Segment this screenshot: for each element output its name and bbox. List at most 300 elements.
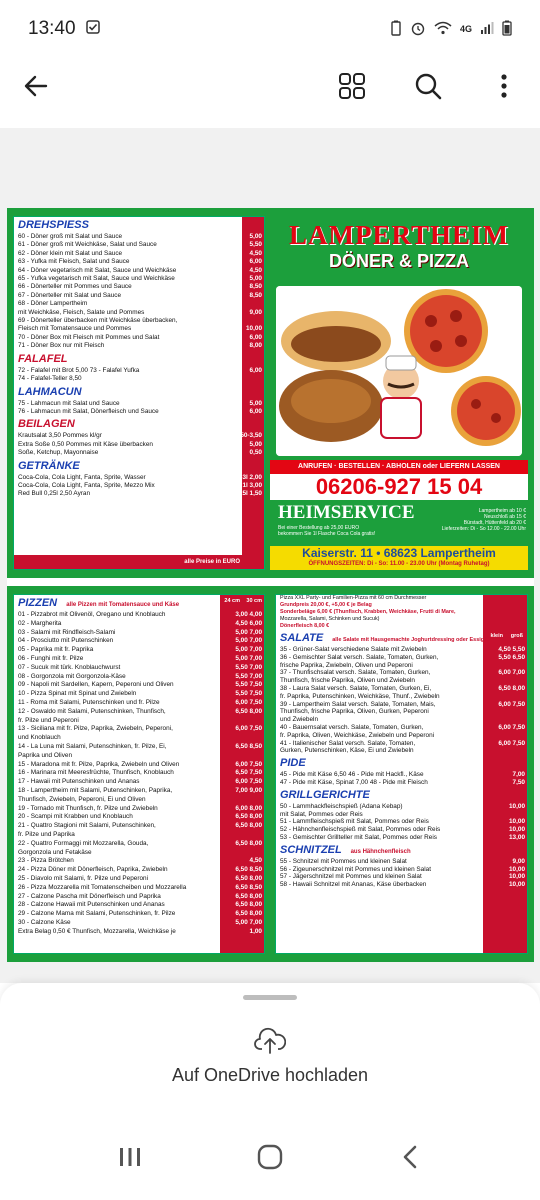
menu-item-price: 6,50 8,00 bbox=[235, 707, 262, 715]
menu-item-price: 6,50 7,50 bbox=[235, 769, 262, 777]
menu-item-price: 6,50 8,50 bbox=[235, 866, 262, 874]
menu-item-text: 17 - Hawaii mit Putenschinken und Ananas bbox=[18, 778, 140, 786]
menu-item bbox=[14, 699, 264, 708]
menu-item-price: 4,50 5,50 bbox=[498, 646, 525, 653]
section-note: alle Salate mit Hausgemachte Joghurtdressing oder Essig-Öl bbox=[332, 637, 492, 643]
menu-item bbox=[14, 300, 264, 308]
menu-item bbox=[14, 611, 264, 620]
menu-item bbox=[14, 283, 264, 291]
menu-item-text: 50 - Lammhackfleischspieß (Adana Kebap) bbox=[280, 802, 403, 810]
menu-item bbox=[276, 708, 527, 716]
menu-item-text: 22 - Quattro Formaggi mit Mozzarella, Gouda, bbox=[18, 839, 149, 847]
menu-item bbox=[14, 752, 264, 761]
menu-item bbox=[276, 646, 527, 654]
menu-item-text: 02 - Margherita bbox=[18, 619, 62, 627]
recents-icon[interactable] bbox=[110, 1137, 150, 1177]
menu-item bbox=[14, 831, 264, 840]
menu-item bbox=[14, 875, 264, 884]
menu-item bbox=[276, 654, 527, 662]
menu-item-text: 70 - Döner Box mit Fleisch mit Pommes und Salat bbox=[18, 333, 160, 341]
menu-item bbox=[14, 250, 264, 258]
menu-column-doener bbox=[13, 216, 265, 570]
menu-item bbox=[14, 761, 264, 770]
menu-item-text: 51 - Lammfleischspieß mit Salat, Pommes oder Reis bbox=[280, 818, 429, 826]
order-strip: ANRUFEN · BESTELLEN · ABHOLEN oder LIEFERN LASSEN bbox=[270, 460, 528, 474]
menu-item-text: Red Bull 0,25l 2,50 Ayran bbox=[18, 490, 91, 498]
menu-item bbox=[14, 840, 264, 849]
menu-item bbox=[14, 637, 264, 646]
section-title: PIZZEN bbox=[18, 597, 58, 609]
menu-item-price: 6,00 bbox=[249, 333, 262, 341]
menu-item bbox=[14, 673, 264, 682]
menu-item bbox=[14, 769, 264, 778]
menu-item bbox=[14, 734, 264, 743]
menu-item bbox=[276, 732, 527, 740]
menu-item-price: 6,00 7,50 bbox=[498, 723, 525, 731]
menu-item-text: Krautsalat 3,50 Pommes kl/gr bbox=[18, 432, 102, 440]
menu-item-text: 61 - Döner groß mit Weichkäse, Salat und Sauce bbox=[18, 241, 157, 249]
menu-item-text: und Knoblauch bbox=[18, 734, 61, 742]
system-nav-bar bbox=[0, 1113, 540, 1200]
menu-item-price: 6,00 bbox=[249, 407, 262, 415]
menu-item-price: 2,50-3,50 bbox=[234, 432, 262, 440]
menu-item-price: 10,00 bbox=[509, 826, 525, 834]
menu-item-text: 12 - Oswaldo mit Salami, Putenschinken, Thunfisch, bbox=[18, 707, 166, 715]
salate-header bbox=[276, 630, 527, 646]
menu-item bbox=[276, 685, 527, 693]
section-note: alle Pizzen mit Tomatensauce und Käse bbox=[66, 602, 180, 608]
menu-item-text: 01 - Pizzabrot mit Olivenöl, Oregano und Knoblauch bbox=[18, 611, 166, 618]
menu-item-price: 6,50 8,00 bbox=[498, 684, 525, 692]
delivery-fee-1: Lampertheim ab 10 € bbox=[478, 508, 526, 514]
section-title: SALATE bbox=[280, 632, 324, 644]
menu-item-price: 6,00 7,00 bbox=[498, 669, 525, 677]
intro-line: Grundpreis 20,00 €, +5,00 € je Belag bbox=[280, 602, 372, 608]
food-illustration bbox=[276, 286, 522, 456]
brand-title: LAMPERTHEIM bbox=[288, 220, 510, 250]
menu-item bbox=[276, 677, 527, 685]
menu-item-text: Coca-Cola, Cola Light, Fanta, Sprite, Mezzo Mix bbox=[18, 481, 155, 489]
menu-item bbox=[14, 893, 264, 902]
menu-item bbox=[14, 375, 264, 383]
menu-item bbox=[14, 681, 264, 690]
menu-item-price: 6,50 8,00 bbox=[235, 874, 262, 882]
menu-item-text: 64 - Döner vegetarisch mit Salat, Sauce und Weichkäse bbox=[18, 266, 177, 274]
menu-item-text: Thunfisch, frische Paprika, Oliven und Zwiebeln bbox=[280, 677, 415, 685]
size-label-gross: groß bbox=[510, 633, 523, 639]
menu-item-price: 6,00 8,00 bbox=[235, 804, 262, 812]
menu-item-text: 76 - Lahmacun mit Salat, Dönerfleisch und Sauce bbox=[18, 407, 159, 415]
menu-item-text: 27 - Calzone Pascha mit Dönerfleisch und Paprika bbox=[18, 892, 161, 900]
menu-item bbox=[14, 267, 264, 275]
check-notification-icon bbox=[86, 20, 100, 39]
menu-item-text: 16 - Marinara mit Meeresfrüchte, Thunfisch, Knoblauch bbox=[18, 769, 174, 777]
section-title: SCHNITZEL bbox=[280, 843, 342, 856]
menu-item-text: 38 - Laura Salat versch. Salate, Tomaten, Gurken, Ei, bbox=[280, 684, 432, 692]
menu-item bbox=[14, 342, 264, 350]
menu-item bbox=[14, 805, 264, 814]
menu-item-price: 10,00 bbox=[246, 325, 262, 333]
menu-item bbox=[276, 693, 527, 701]
menu-item bbox=[14, 884, 264, 893]
menu-item bbox=[276, 811, 527, 819]
menu-item-price: 10,00 bbox=[509, 873, 525, 881]
promo-line-1: Bei einer Bestellung ab 25,00 EURO bbox=[278, 525, 360, 531]
menu-item-price: 6,50 8,00 bbox=[235, 901, 262, 909]
network-type: 4G bbox=[459, 24, 472, 34]
wifi-icon bbox=[434, 21, 452, 38]
menu-item-price: 8,00 bbox=[249, 342, 262, 350]
menu-item-price: 5,00 7,00 bbox=[235, 646, 262, 654]
menu-item-price: 1,00 bbox=[249, 927, 262, 935]
upload-onedrive-button[interactable]: Auf OneDrive hochladen bbox=[171, 1065, 369, 1085]
menu-item-price: 9,00 bbox=[512, 857, 525, 865]
delivery-times: Lieferzeiten: Di - So 12.00 - 22.00 Uhr bbox=[441, 526, 526, 532]
menu-item-text: 21 - Quattro Stagioni mit Salami, Putenschinken, bbox=[18, 822, 156, 830]
menu-item bbox=[14, 292, 264, 300]
menu-item-text: 19 - Tornado mit Thunfisch, fr. Pilze und Zwiebeln bbox=[18, 804, 158, 812]
menu-item-text: 47 - Pide mit Käse, Spinat 7,00 48 - Pide mit Fleisch bbox=[280, 778, 428, 786]
menu-item-price: 0,33l 2,00 bbox=[233, 473, 262, 481]
menu-item bbox=[14, 241, 264, 249]
menu-item bbox=[14, 725, 264, 734]
menu-item-text: 71 - Döner Box nur mit Fleisch bbox=[18, 342, 105, 350]
image-viewer[interactable] bbox=[0, 128, 540, 983]
menu-item bbox=[276, 740, 527, 748]
battery-saver-icon bbox=[390, 20, 402, 39]
delivery-fee-2: Neuschloß ab 15 € bbox=[484, 514, 526, 520]
menu-item-text: 03 - Salami mit Rindfleisch-Salami bbox=[18, 628, 116, 636]
share-bottom-sheet bbox=[0, 983, 540, 1113]
menu-item-price: 6,50 8,00 bbox=[235, 839, 262, 847]
sheet-drag-handle[interactable] bbox=[243, 995, 297, 1000]
menu-item bbox=[14, 849, 264, 858]
menu-item bbox=[276, 669, 527, 677]
menu-item-price: 8,50 bbox=[249, 283, 262, 291]
menu-item-text: Gurken, Putenschinken, Käse, Ei und Zwiebeln bbox=[280, 747, 414, 755]
menu-item bbox=[14, 317, 264, 325]
menu-item bbox=[14, 367, 264, 375]
menu-item-text: 10 - Pizza Spinat mit Spinat und Zwiebeln bbox=[18, 690, 137, 698]
menu-item-text: 25 - Diavolo mit Salami, fr. Pilze und Peperoni bbox=[18, 874, 149, 882]
menu-item-text: fr. Paprika, Oliven, Weichkäse, Zwiebeln und Peperoni bbox=[280, 731, 435, 739]
menu-item-price: 5,50 7,00 bbox=[235, 672, 262, 680]
menu-item-text: 29 - Calzone Mama mit Salami, Putenschinken, fr. Pilze bbox=[18, 910, 176, 918]
menu-item-text: Extra Belag 0,50 € Thunfisch, Mozzarella, Weichkäse je bbox=[18, 927, 176, 935]
heimservice-title: HEIMSERVICE bbox=[278, 502, 415, 523]
intro-line: Dönerfleisch 8,00 € bbox=[280, 623, 330, 629]
menu-item-price: 6,50 8,00 bbox=[235, 813, 262, 821]
menu-item-text: 60 - Döner groß mit Salat und Sauce bbox=[18, 233, 123, 240]
menu-item bbox=[276, 779, 527, 787]
menu-item-text: fr. Paprika, Putenschinken, Weichkäse, Thunf., Zwiebeln bbox=[280, 692, 440, 700]
menu-item bbox=[276, 858, 527, 866]
menu-item-text: 45 - Pide mit Käse 6,50 46 - Pide mit Hackfl., Käse bbox=[280, 771, 424, 779]
menu-item bbox=[276, 716, 527, 724]
menu-item-text: 40 - Bauernsalat versch. Salate, Tomaten, Gurken, bbox=[280, 723, 424, 731]
menu-item-text: 15 - Maradona mit fr. Pilze, Paprika, Zwiebeln und Oliven bbox=[18, 760, 180, 768]
menu-item-price: 4,50 bbox=[249, 249, 262, 257]
menu-item-text: und Zwiebeln bbox=[280, 716, 319, 724]
menu-item-price: 6,50 8,00 bbox=[235, 910, 262, 918]
menu-item-text: 08 - Gorgonzola mit Gorgonzola-Käse bbox=[18, 672, 126, 680]
menu-item bbox=[14, 482, 264, 490]
address-line: Kaiserstr. 11 • 68623 Lampertheim bbox=[302, 546, 496, 560]
menu-item bbox=[14, 866, 264, 875]
size-label-small: 24 cm bbox=[224, 598, 240, 604]
menu-item-price: 6,00 7,50 bbox=[235, 778, 262, 786]
menu-item bbox=[14, 474, 264, 482]
menu-item bbox=[14, 928, 264, 937]
menu-item-price: 6,00 bbox=[249, 258, 262, 266]
menu-item bbox=[14, 432, 264, 440]
menu-item-text: 69 - Dönerteller überbacken mit Weichkäse überbacken, bbox=[18, 317, 178, 325]
menu-item-price: 5,50 6,50 bbox=[498, 653, 525, 661]
menu-item bbox=[14, 655, 264, 664]
menu-item-text: 30 - Calzone Käse bbox=[18, 918, 71, 926]
menu-item-text: 26 - Pizza Mozzarella mit Tomatenscheiben und Mozzarella bbox=[18, 883, 187, 891]
promo-note bbox=[278, 525, 428, 537]
menu-item-text: 63 - Yufka mit Fleisch, Salat und Sauce bbox=[18, 258, 130, 266]
size-label-klein: klein bbox=[490, 633, 503, 639]
menu-item bbox=[276, 724, 527, 732]
pizza-header bbox=[14, 595, 264, 611]
menu-item-price: 6,00 7,50 bbox=[235, 698, 262, 706]
menu-item-price: 6,50 8,00 bbox=[235, 892, 262, 900]
menu-item-text: fr. Pilze und Paprika bbox=[18, 830, 75, 838]
menu-item-price: 6,50 8,00 bbox=[235, 822, 262, 830]
menu-item-price: 5,00 bbox=[249, 275, 262, 283]
menu-item-text: 72 - Falafel mit Brot 5,00 73 - Falafel Yufka bbox=[18, 366, 140, 374]
menu-column-pizza bbox=[13, 594, 265, 954]
menu-item-price: 7,00 9,00 bbox=[235, 786, 262, 794]
section-title: DREHSPIESS bbox=[18, 219, 89, 231]
menu-item bbox=[14, 857, 264, 866]
menu-item-text: 74 - Falafel-Teller 8,50 bbox=[18, 375, 82, 383]
menu-item-text: 56 - Zigeunerschnitzel mit Pommes und kleinen Salat bbox=[280, 865, 431, 873]
menu-item-text: Thunfisch, frische Paprika, Oliven, Gurken, Peperoni bbox=[280, 708, 429, 716]
app-bar bbox=[0, 58, 540, 114]
menu-item-price: 10,00 bbox=[509, 881, 525, 889]
menu-item bbox=[14, 646, 264, 655]
promo-line-2: bekommen Sie 1l Flasche Coca Cola gratis! bbox=[278, 531, 376, 537]
back-arrow-icon[interactable] bbox=[18, 68, 54, 104]
menu-item bbox=[14, 778, 264, 787]
section-title: FALAFEL bbox=[18, 352, 68, 365]
menu-item-price: 5,00 7,00 bbox=[235, 637, 262, 645]
section-title: PIDE bbox=[280, 757, 306, 770]
menu-item-text: mit Weichkäse, Fleisch, Salate und Pommes bbox=[18, 308, 145, 316]
size-label-large: 30 cm bbox=[246, 598, 262, 604]
more-vertical-icon[interactable] bbox=[486, 68, 522, 104]
search-icon[interactable] bbox=[410, 68, 446, 104]
menu-item-text: 67 - Dönerteller mit Salat und Sauce bbox=[18, 291, 122, 299]
signal-icon bbox=[480, 21, 494, 38]
menu-item bbox=[14, 708, 264, 717]
menu-item bbox=[276, 866, 527, 874]
menu-item bbox=[276, 803, 527, 811]
menu-item bbox=[14, 743, 264, 752]
menu-item bbox=[14, 441, 264, 449]
menu-item-price: 5,00 bbox=[249, 440, 262, 448]
menu-item-text: 52 - Hähnchenfleischspieß mit Salat, Pommes oder Reis bbox=[280, 826, 441, 834]
menu-item-text: 57 - Jägerschnitzel mit Pommes und kleinen Salat bbox=[280, 873, 422, 881]
section-title: BEILAGEN bbox=[18, 418, 75, 431]
menu-item-price: 3,00 4,00 bbox=[235, 611, 262, 618]
menu-item-price: 6,00 7,50 bbox=[498, 700, 525, 708]
status-time: 13:40 bbox=[28, 18, 76, 39]
menu-item-text: 11 - Roma mit Salami, Putenschinken und fr. Pilze bbox=[18, 698, 160, 706]
menu-item-text: Gorgonzola und Fetakäse bbox=[18, 848, 92, 856]
menu-flyer-image bbox=[7, 208, 534, 962]
cloud-upload-icon[interactable] bbox=[254, 1027, 286, 1055]
menu-item-price: 5,00 bbox=[249, 399, 262, 407]
menu-item-text: 23 - Pizza Brötchen bbox=[18, 857, 74, 865]
menu-item-price: 6,00 7,50 bbox=[235, 760, 262, 768]
section-title: GETRÄNKE bbox=[18, 459, 80, 472]
menu-item-text: 65 - Yufka vegetarisch mit Salat, Sauce und Weichkäse bbox=[18, 275, 175, 283]
menu-item-text: fr. Pilze und Peperoni bbox=[18, 716, 79, 724]
menu-item-text: Fleisch mit Tomatensauce und Pommes bbox=[18, 325, 132, 333]
menu-column-salate bbox=[275, 594, 528, 954]
price-footer: alle Preise in EURO bbox=[14, 555, 265, 569]
menu-item-price: 7,50 bbox=[512, 778, 525, 786]
menu-item-text: 05 - Paprika mit fr. Paprika bbox=[18, 646, 94, 654]
section-note: aus Hähnchenfleisch bbox=[350, 848, 411, 855]
menu-item-text: 28 - Calzone Hawaii mit Putenschinken und Ananas bbox=[18, 901, 165, 909]
home-icon[interactable] bbox=[250, 1137, 290, 1177]
menu-item bbox=[14, 919, 264, 928]
menu-item-text: 06 - Funghi mit fr. Pilze bbox=[18, 654, 84, 662]
menu-item-text: 58 - Hawaii Schnitzel mit Ananas, Käse überbacken bbox=[280, 881, 427, 889]
menu-item-price: 13,00 bbox=[509, 833, 525, 841]
status-bar bbox=[0, 0, 540, 58]
menu-item-text: 68 - Döner Lampertheim bbox=[18, 300, 88, 308]
menu-item-text: Soße, Ketchup, Mayonnaise bbox=[18, 449, 99, 457]
phone-number: 06206-927 15 04 bbox=[270, 474, 528, 500]
menu-item-price: 5,50 7,00 bbox=[235, 663, 262, 671]
menu-item bbox=[276, 701, 527, 709]
menu-item-text: 09 - Napoli mit Sardellen, Kapern, Peperoni und Oliven bbox=[18, 681, 174, 689]
menu-item bbox=[276, 881, 527, 889]
menu-item-price: 5,50 7,50 bbox=[235, 690, 262, 698]
menu-item bbox=[14, 629, 264, 638]
menu-item-price: 0,50 bbox=[249, 449, 262, 457]
menu-item bbox=[276, 662, 527, 670]
menu-item bbox=[276, 826, 527, 834]
menu-item bbox=[14, 664, 264, 673]
menu-item bbox=[276, 873, 527, 881]
opening-hours: ÖFFNUNGSZEITEN: Di - So: 11.00 - 23.00 Uhr (Montag Ruhetag) bbox=[308, 561, 490, 567]
intro-line: Pizza XXL Party- und Familien-Pizza mit 60 cm Durchmesser bbox=[280, 595, 427, 601]
menu-item-price: 5,00 bbox=[249, 233, 262, 240]
grid-icon[interactable] bbox=[334, 68, 370, 104]
menu-item-price: 8,50 bbox=[249, 291, 262, 299]
menu-item-text: 75 - Lahmacun mit Salat und Sauce bbox=[18, 399, 120, 407]
menu-item bbox=[14, 717, 264, 726]
menu-item-price: 5,00 7,00 bbox=[235, 918, 262, 926]
menu-item-price: 4,50 bbox=[249, 266, 262, 274]
intro-line: Sonderbeläge 6,00 € (Thunfisch, Krabben, Weichkäse, Frutti di Mare, bbox=[280, 609, 456, 615]
menu-item-price: 10,00 bbox=[509, 818, 525, 826]
intro-line: Mozzarella, Salami, Schinken und Sucuk) bbox=[280, 616, 380, 622]
menu-item-price: 6,50 8,50 bbox=[235, 742, 262, 750]
menu-item-text: Extra Soße 0,50 Pommes mit Käse überbacken bbox=[18, 440, 153, 448]
menu-item-price: 5,50 7,50 bbox=[235, 681, 262, 689]
menu-page-back bbox=[7, 586, 534, 962]
brand-panel bbox=[270, 216, 528, 570]
menu-item bbox=[14, 449, 264, 457]
menu-item-text: 14 - La Luna mit Salami, Putenschinken, fr. Pilze, Ei, bbox=[18, 742, 167, 750]
menu-item-text: 66 - Dönerteller mit Pommes und Sauce bbox=[18, 283, 132, 291]
menu-item-price: 6,00 7,50 bbox=[498, 739, 525, 747]
menu-item bbox=[14, 690, 264, 699]
menu-item bbox=[14, 901, 264, 910]
menu-item bbox=[14, 910, 264, 919]
menu-item-price: 5,00 7,00 bbox=[235, 654, 262, 662]
menu-item bbox=[276, 834, 527, 842]
menu-item bbox=[14, 408, 264, 416]
delivery-fees bbox=[438, 508, 526, 532]
brand-subtitle: DÖNER & PIZZA bbox=[328, 251, 469, 271]
menu-item-text: 39 - Lampertheim Salat versch. Salate, Tomaten, Mais, bbox=[280, 700, 436, 708]
section-title: GRILLGERICHTE bbox=[280, 788, 370, 801]
menu-item bbox=[14, 309, 264, 317]
menu-item-text: 55 - Schnitzel mit Pommes und kleinen Salat bbox=[280, 857, 407, 865]
menu-item-price: 4,50 bbox=[249, 857, 262, 865]
address-box bbox=[270, 546, 528, 570]
menu-item-price: 5,00 7,00 bbox=[235, 628, 262, 636]
menu-item-price: 5,50 bbox=[249, 241, 262, 249]
back-chevron-icon[interactable] bbox=[390, 1137, 430, 1177]
menu-item bbox=[14, 275, 264, 283]
menu-item bbox=[276, 747, 527, 755]
menu-item-text: 24 - Pizza Döner mit Dönerfleisch, Paprika, Zwiebeln bbox=[18, 866, 168, 874]
menu-item bbox=[14, 490, 264, 498]
menu-item bbox=[14, 813, 264, 822]
menu-item-text: frische Paprika, Zwiebeln, Oliven und Peperoni bbox=[280, 661, 413, 669]
menu-item bbox=[14, 400, 264, 408]
menu-item bbox=[276, 771, 527, 779]
menu-item-text: 04 - Prosciutto mit Putenschinken bbox=[18, 637, 114, 645]
menu-item-text: mit Salat, Pommes oder Reis bbox=[280, 810, 363, 818]
menu-item bbox=[14, 325, 264, 333]
menu-page-front bbox=[7, 208, 534, 578]
menu-item-text: 53 - Gemischter Grillteller mit Salat, Pommes oder Reis bbox=[280, 833, 437, 841]
alarm-icon bbox=[410, 20, 426, 39]
menu-item-price: 1l 3,00 bbox=[242, 481, 262, 489]
menu-item bbox=[14, 620, 264, 629]
menu-item-price: 0,25l 1,50 bbox=[233, 490, 262, 498]
menu-item-price: 9,00 bbox=[249, 308, 262, 316]
menu-item bbox=[14, 787, 264, 796]
menu-item bbox=[14, 233, 264, 241]
menu-item-price: 6,50 8,50 bbox=[235, 883, 262, 891]
menu-item-price: 4,50 6,00 bbox=[235, 619, 262, 627]
menu-item bbox=[276, 818, 527, 826]
delivery-fee-3: Bürstadt, Hüttenfeld ab 20 € bbox=[463, 520, 526, 526]
menu-item-text: 13 - Siciliana mit fr. Pilze, Paprika, Zwiebeln, Peperoni, bbox=[18, 725, 173, 733]
menu-item-price: 10,00 bbox=[509, 865, 525, 873]
menu-item-text: Coca-Cola, Cola Light, Fanta, Sprite, Wasser bbox=[18, 473, 146, 481]
menu-item-text: 18 - Lampertheim mit Salami, Putenschinken, Paprika, bbox=[18, 786, 173, 794]
menu-item bbox=[14, 334, 264, 342]
menu-item-text: 62 - Döner klein mit Salat und Sauce bbox=[18, 249, 123, 257]
menu-item-text: Paprika und Oliven bbox=[18, 751, 72, 759]
menu-item-price: 6,00 7,50 bbox=[235, 725, 262, 733]
menu-item-text: 41 - Italienischer Salat versch. Salate, Tomaten, bbox=[280, 739, 416, 747]
battery-icon bbox=[502, 20, 512, 39]
